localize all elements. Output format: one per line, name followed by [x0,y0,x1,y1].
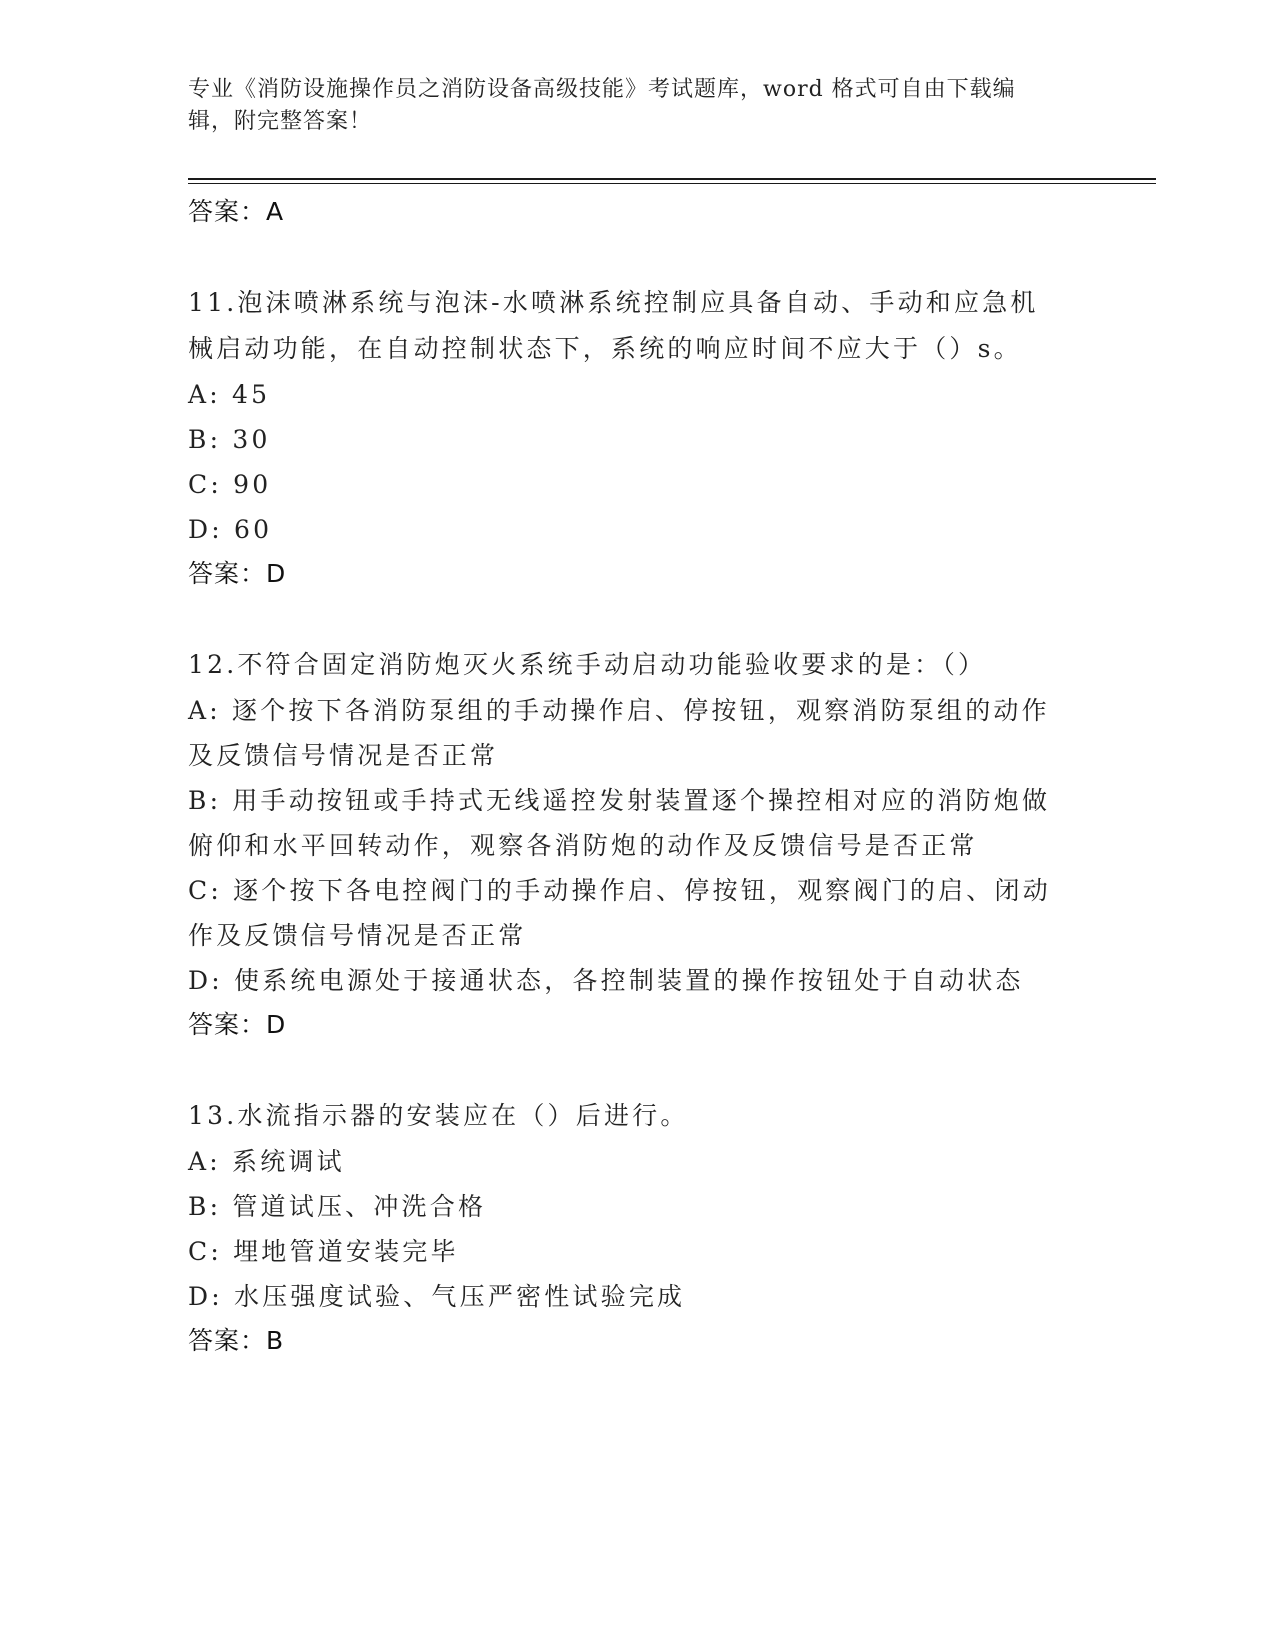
option-b: B: 30 [188,425,271,454]
document-header [188,74,1068,138]
option-c: C: 埋地管道安装完毕 [188,1237,459,1266]
question-stem-line: 械启动功能，在自动控制状态下，系统的响应时间不应大于（）s。 [188,334,1022,363]
question-content [188,190,1088,1363]
option-d: D: 60 [188,515,273,544]
option-a-continued: 及反馈信号情况是否正常 [188,741,499,770]
option-d: D: 使系统电源处于接通状态，各控制装置的操作按钮处于自动状态 [188,966,1024,995]
header-divider-thin [188,183,1156,184]
question-11 [188,280,1088,596]
option-b: B: 管道试压、冲洗合格 [188,1192,487,1221]
option-c-continued: 作及反馈信号情况是否正常 [188,921,527,950]
header-line-2: 辑，附完整答案！ [188,109,373,134]
question-stem-line: 13.水流指示器的安装应在（）后进行。 [188,1101,689,1130]
option-c: C: 90 [188,470,272,499]
option-a: A: 逐个按下各消防泵组的手动操作启、停按钮，观察消防泵组的动作 [188,696,1050,725]
option-d: D: 水压强度试验、气压严密性试验完成 [188,1282,686,1311]
question-stem-line: 11.泡沫喷淋系统与泡沫-水喷淋系统控制应具备自动、手动和应急机 [188,288,1039,317]
answer: 答案：D [188,559,287,588]
header-line-1: 专业《消防设施操作员之消防设备高级技能》考试题库，word 格式可自由下载编 [188,77,1016,102]
option-a: A: 45 [188,380,271,409]
question-13 [188,1093,1088,1363]
option-a: A: 系统调试 [188,1147,345,1176]
answer: 答案：B [188,1326,285,1355]
option-c: C: 逐个按下各电控阀门的手动操作启、停按钮，观察阀门的启、闭动 [188,876,1051,905]
option-b-continued: 俯仰和水平回转动作，观察各消防炮的动作及反馈信号是否正常 [188,831,978,860]
header-divider-thick [188,178,1156,180]
question-stem-line: 12.不符合固定消防炮灭火系统手动启动功能验收要求的是：（） [188,650,987,679]
option-b: B: 用手动按钮或手持式无线遥控发射装置逐个操控相对应的消防炮做 [188,786,1051,815]
previous-answer: 答案：A [188,197,285,226]
question-12 [188,642,1088,1047]
answer: 答案：D [188,1010,287,1039]
